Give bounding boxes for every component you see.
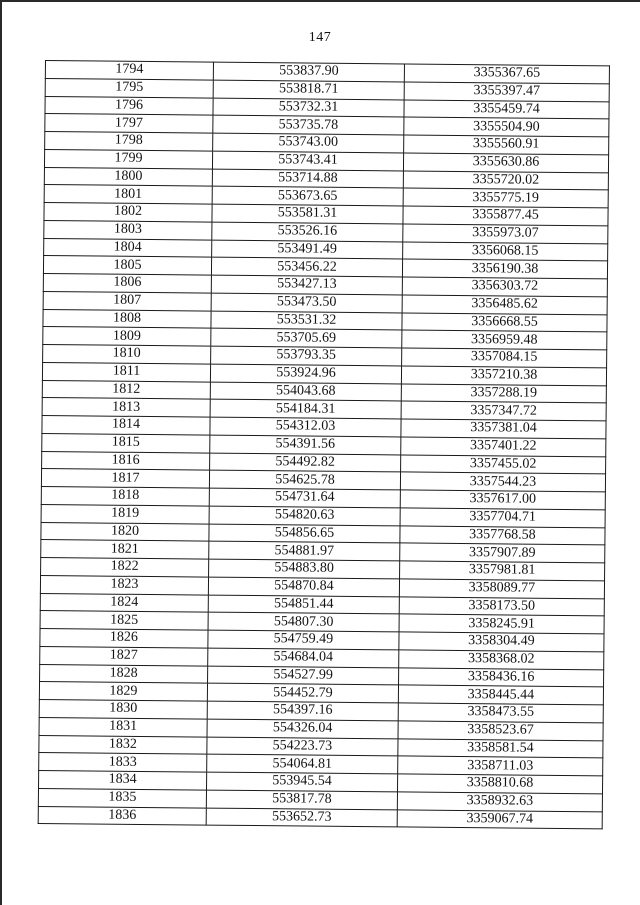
- x-coordinate-cell: 554527.99: [208, 666, 399, 686]
- point-number-cell: 1825: [40, 611, 208, 630]
- point-number-cell: 1831: [39, 717, 207, 736]
- point-number-cell: 1822: [41, 557, 209, 576]
- y-coordinate-cell: 3357401.22: [401, 437, 606, 457]
- x-coordinate-cell: 553924.96: [210, 364, 401, 384]
- point-number-cell: 1805: [43, 256, 211, 275]
- point-number-cell: 1803: [44, 220, 212, 239]
- y-coordinate-cell: 3358810.68: [397, 774, 602, 794]
- y-coordinate-cell: 3357347.72: [401, 401, 606, 421]
- y-coordinate-cell: 3358368.02: [399, 650, 604, 670]
- point-number-cell: 1807: [43, 291, 211, 310]
- y-coordinate-cell: 3358173.50: [399, 596, 604, 616]
- y-coordinate-cell: 3357981.81: [400, 561, 605, 581]
- y-coordinate-cell: 3358581.54: [398, 738, 603, 758]
- point-number-cell: 1808: [43, 309, 211, 328]
- x-coordinate-cell: 553581.31: [212, 204, 403, 224]
- point-number-cell: 1820: [41, 522, 209, 541]
- page-number: 147: [308, 30, 332, 45]
- point-number-cell: 1806: [43, 273, 211, 292]
- point-number-cell: 1830: [39, 699, 207, 718]
- x-coordinate-cell: 554625.78: [209, 470, 400, 490]
- point-number-cell: 1826: [40, 628, 208, 647]
- x-coordinate-cell: 553817.78: [206, 790, 397, 810]
- point-number-cell: 1795: [45, 78, 213, 97]
- y-coordinate-cell: 3355367.65: [404, 64, 609, 84]
- point-number-cell: 1809: [43, 327, 211, 346]
- x-coordinate-cell: 554870.84: [208, 577, 399, 597]
- x-coordinate-cell: 554820.63: [209, 506, 400, 526]
- point-number-cell: 1829: [39, 682, 207, 701]
- point-number-cell: 1802: [44, 202, 212, 221]
- y-coordinate-cell: 3358245.91: [399, 614, 604, 634]
- x-coordinate-cell: 554881.97: [209, 541, 400, 561]
- x-coordinate-cell: 554684.04: [208, 648, 399, 668]
- y-coordinate-cell: 3357455.02: [401, 454, 606, 474]
- point-number-cell: 1824: [40, 593, 208, 612]
- x-coordinate-cell: 553531.32: [211, 311, 402, 331]
- x-coordinate-cell: 553427.13: [211, 275, 402, 295]
- y-coordinate-cell: 3356303.72: [402, 277, 607, 297]
- x-coordinate-cell: 554807.30: [208, 612, 399, 632]
- x-coordinate-cell: 553705.69: [211, 328, 402, 348]
- x-coordinate-cell: 554326.04: [207, 719, 398, 739]
- y-coordinate-cell: 3355459.74: [404, 99, 609, 119]
- y-coordinate-cell: 3357768.58: [400, 525, 605, 545]
- y-coordinate-cell: 3358523.67: [398, 721, 603, 741]
- x-coordinate-cell: 553652.73: [206, 808, 397, 828]
- y-coordinate-cell: 3358932.63: [397, 792, 602, 812]
- x-coordinate-cell: 554492.82: [210, 453, 401, 473]
- y-coordinate-cell: 3356485.62: [402, 295, 607, 315]
- point-number-cell: 1817: [41, 469, 209, 488]
- y-coordinate-cell: 3357907.89: [400, 543, 605, 563]
- x-coordinate-cell: 553714.88: [212, 169, 403, 189]
- point-number-cell: 1823: [40, 575, 208, 594]
- point-number-cell: 1797: [45, 114, 213, 133]
- x-coordinate-cell: 554043.68: [210, 382, 401, 402]
- y-coordinate-cell: 3358436.16: [399, 667, 604, 687]
- y-coordinate-cell: 3357210.38: [401, 366, 606, 386]
- x-coordinate-cell: 554312.03: [210, 417, 401, 437]
- x-coordinate-cell: 554452.79: [207, 683, 398, 703]
- point-number-cell: 1835: [38, 788, 206, 807]
- x-coordinate-cell: 554883.80: [209, 559, 400, 579]
- y-coordinate-cell: 3355630.86: [403, 153, 608, 173]
- x-coordinate-cell: 553732.31: [213, 98, 404, 118]
- y-coordinate-cell: 3355560.91: [404, 135, 609, 155]
- x-coordinate-cell: 553456.22: [211, 257, 402, 277]
- x-coordinate-cell: 554064.81: [207, 754, 398, 774]
- x-coordinate-cell: 554223.73: [207, 737, 398, 757]
- point-number-cell: 1794: [45, 61, 213, 80]
- point-number-cell: 1801: [44, 185, 212, 204]
- y-coordinate-cell: 3358304.49: [399, 632, 604, 652]
- point-number-cell: 1799: [44, 149, 212, 168]
- x-coordinate-cell: 553837.90: [213, 62, 404, 82]
- coordinates-table: [38, 60, 610, 830]
- point-number-cell: 1816: [42, 451, 210, 470]
- point-number-cell: 1836: [38, 806, 206, 825]
- x-coordinate-cell: 554851.44: [208, 595, 399, 615]
- y-coordinate-cell: 3357704.71: [400, 508, 605, 528]
- y-coordinate-cell: 3356068.15: [403, 241, 608, 261]
- y-coordinate-cell: 3355877.45: [403, 206, 608, 226]
- y-coordinate-cell: 3355720.02: [403, 170, 608, 190]
- point-number-cell: 1810: [43, 344, 211, 363]
- y-coordinate-cell: 3357544.23: [400, 472, 605, 492]
- x-coordinate-cell: 553793.35: [211, 346, 402, 366]
- point-number-cell: 1821: [41, 540, 209, 559]
- point-number-cell: 1811: [42, 362, 210, 381]
- point-number-cell: 1800: [44, 167, 212, 186]
- point-number-cell: 1827: [40, 646, 208, 665]
- point-number-cell: 1815: [42, 433, 210, 452]
- x-coordinate-cell: 553526.16: [212, 222, 403, 242]
- x-coordinate-cell: 553743.41: [212, 151, 403, 171]
- point-number-cell: 1804: [44, 238, 212, 257]
- x-coordinate-cell: 554759.49: [208, 630, 399, 650]
- x-coordinate-cell: 553491.49: [212, 240, 403, 260]
- point-number-cell: 1798: [45, 132, 213, 151]
- point-number-cell: 1834: [39, 770, 207, 789]
- y-coordinate-cell: 3359067.74: [397, 809, 602, 829]
- point-number-cell: 1818: [41, 486, 209, 505]
- scan-edge-top: [0, 0, 640, 2]
- x-coordinate-cell: 553818.71: [213, 80, 404, 100]
- x-coordinate-cell: 553735.78: [213, 115, 404, 135]
- y-coordinate-cell: 3355973.07: [403, 224, 608, 244]
- x-coordinate-cell: 553743.00: [213, 133, 404, 153]
- x-coordinate-cell: 553673.65: [212, 186, 403, 206]
- x-coordinate-cell: 554731.64: [209, 488, 400, 508]
- x-coordinate-cell: 553473.50: [211, 293, 402, 313]
- point-number-cell: 1832: [39, 735, 207, 754]
- x-coordinate-cell: 554184.31: [210, 399, 401, 419]
- y-coordinate-cell: 3355397.47: [404, 82, 609, 102]
- y-coordinate-cell: 3355775.19: [403, 188, 608, 208]
- x-coordinate-cell: 554856.65: [209, 524, 400, 544]
- y-coordinate-cell: 3358711.03: [398, 756, 603, 776]
- y-coordinate-cell: 3358473.55: [398, 703, 603, 723]
- point-number-cell: 1812: [42, 380, 210, 399]
- y-coordinate-cell: 3357617.00: [400, 490, 605, 510]
- point-number-cell: 1819: [41, 504, 209, 523]
- point-number-cell: 1796: [45, 96, 213, 115]
- scan-edge-left: [0, 0, 2, 905]
- y-coordinate-cell: 3357288.19: [401, 383, 606, 403]
- coordinates-table-body: [38, 61, 609, 830]
- x-coordinate-cell: 554391.56: [210, 435, 401, 455]
- y-coordinate-cell: 3356959.48: [402, 330, 607, 350]
- x-coordinate-cell: 554397.16: [207, 701, 398, 721]
- y-coordinate-cell: 3357084.15: [402, 348, 607, 368]
- y-coordinate-cell: 3356190.38: [402, 259, 607, 279]
- point-number-cell: 1833: [39, 753, 207, 772]
- y-coordinate-cell: 3356668.55: [402, 312, 607, 332]
- y-coordinate-cell: 3358445.44: [398, 685, 603, 705]
- point-number-cell: 1814: [42, 415, 210, 434]
- point-number-cell: 1828: [40, 664, 208, 683]
- x-coordinate-cell: 553945.54: [207, 772, 398, 792]
- y-coordinate-cell: 3355504.90: [404, 117, 609, 137]
- y-coordinate-cell: 3357381.04: [401, 419, 606, 439]
- y-coordinate-cell: 3358089.77: [399, 579, 604, 599]
- point-number-cell: 1813: [42, 398, 210, 417]
